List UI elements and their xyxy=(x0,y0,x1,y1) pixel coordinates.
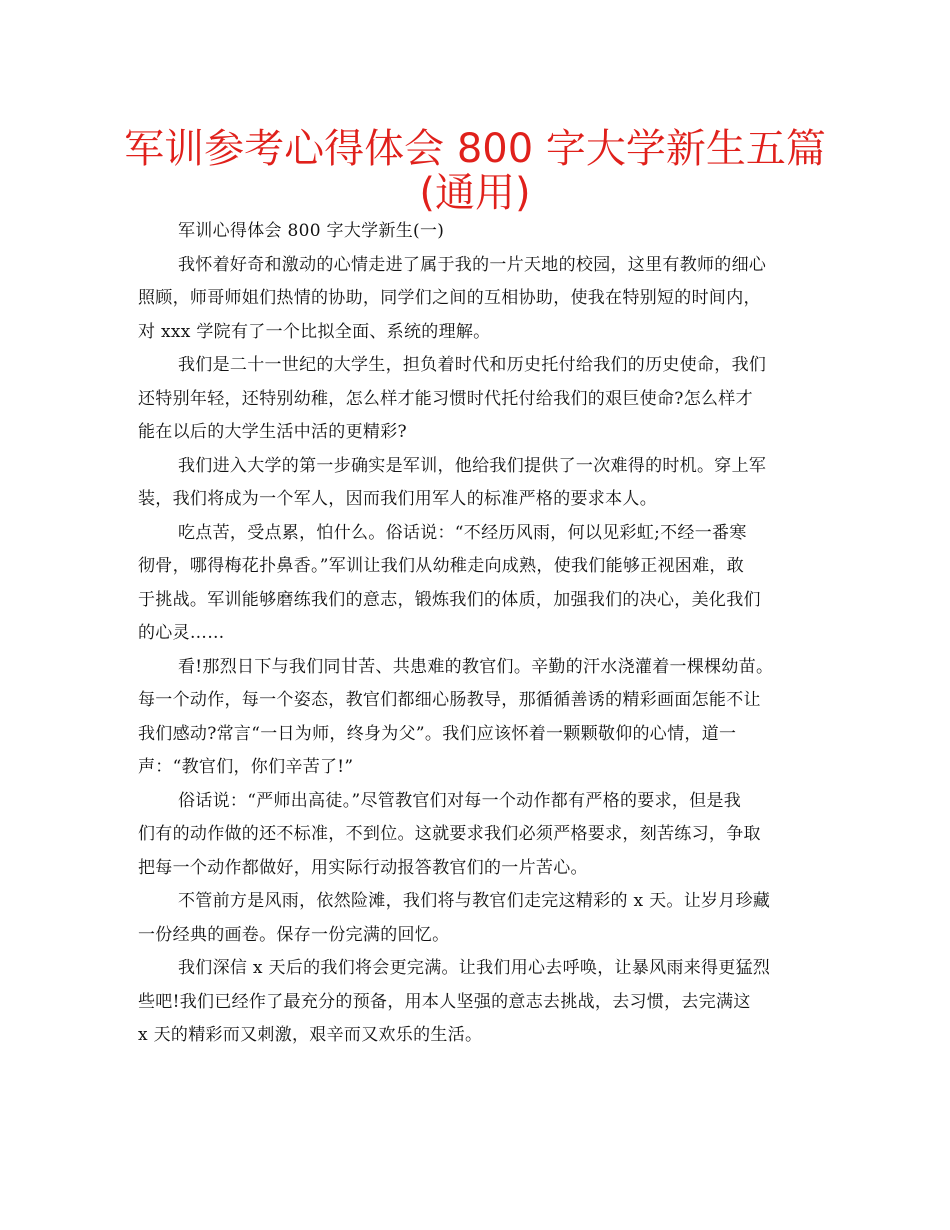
paragraph-line: 装，我们将成为一个军人，因而我们用军人的标准严格的要求本人。 xyxy=(138,489,657,509)
document-body xyxy=(138,215,818,1053)
paragraph xyxy=(138,450,818,517)
paragraph-line: 我们进入大学的第一步确实是军训，他给我们提供了一次难得的时机。穿上军 xyxy=(178,455,767,476)
paragraph-line: 把每一个动作都做好，用实际行动报答教官们的一片苦心。 xyxy=(138,857,588,878)
paragraph-line: 照顾，师哥师姐们热情的协助，同学们之间的互相协助，使我在特别短的时间内， xyxy=(138,288,761,308)
paragraph-line: 看!那烈日下与我们同甘苦、共患难的教官们。辛勤的汗水浇灌着一棵棵幼苗。 xyxy=(178,656,774,677)
paragraph-line: 我们深信 x 天后的我们将会更完满。让我们用心去呼唤，让暴风雨来得更猛烈 xyxy=(178,958,771,978)
paragraph-line: x 天的精彩而又刺激，艰辛而又欢乐的生活。 xyxy=(138,1025,483,1045)
paragraph xyxy=(138,249,818,350)
paragraph xyxy=(138,885,818,952)
paragraph-line: 我们是二十一世纪的大学生，担负着时代和历史托付给我们的历史使命，我们 xyxy=(178,355,767,375)
paragraph-line: 每一个动作，每一个姿态，教官们都细心肠教导，那循循善诱的精彩画面怎能不让 xyxy=(138,690,761,710)
paragraph-line: 对 xxx 学院有了一个比拟全面、系统的理解。 xyxy=(138,321,491,342)
document-title-line-1: 军训参考心得体会 800 字大学新生五篇 xyxy=(124,126,826,172)
paragraph-line: 我们感动?常言“一日为师，终身为父”。我们应该怀着一颗颗敬仰的心情，道一 xyxy=(138,723,737,744)
paragraph-line: 们有的动作做的还不标准，不到位。这就要求我们必须严格要求，刻苦练习，争取 xyxy=(138,824,761,844)
paragraph xyxy=(138,785,818,886)
paragraph-line: 不管前方是风雨，依然险滩，我们将与教官们走完这精彩的 x 天。让岁月珍藏 xyxy=(178,891,771,911)
paragraph-line: 彻骨，哪得梅花扑鼻香。”军训让我们从幼稚走向成熟，使我们能够正视困难，敢 xyxy=(138,556,744,576)
paragraph-line: 我怀着好奇和激动的心情走进了属于我的一片天地的校园，这里有教师的细心 xyxy=(178,254,767,275)
paragraph-line: 一份经典的画卷。保存一份完满的回忆。 xyxy=(138,924,450,945)
paragraph-line: 吃点苦，受点累，怕什么。俗话说：“不经历风雨，何以见彩虹;不经一番寒 xyxy=(178,522,747,543)
paragraph-line: 能在以后的大学生活中活的更精彩? xyxy=(138,422,407,442)
paragraph-line: 还特别年轻，还特别幼稚，怎么样才能习惯时代托付给我们的艰巨使命?怎么样才 xyxy=(138,388,753,409)
document-title-line-2: (通用) xyxy=(419,170,531,216)
paragraph xyxy=(138,517,818,651)
paragraph xyxy=(138,952,818,1053)
paragraph-line: 于挑战。军训能够磨练我们的意志，锻炼我们的体质，加强我们的决心，美化我们 xyxy=(138,589,761,610)
paragraph-line: 声：“教官们，你们辛苦了!” xyxy=(138,757,354,777)
paragraph xyxy=(138,651,818,785)
paragraph-line: 俗话说：“严师出高徒。”尽管教官们对每一个动作都有严格的要求，但是我 xyxy=(178,790,742,811)
paragraph-line: 些吧!我们已经作了最充分的预备，用本人坚强的意志去挑战，去习惯，去完满这 xyxy=(138,991,751,1012)
paragraph-line: 的心灵…… xyxy=(138,623,225,643)
paragraph-line: 军训心得体会 800 字大学新生(一) xyxy=(178,221,445,241)
paragraph xyxy=(138,349,818,450)
paragraph xyxy=(138,215,818,249)
